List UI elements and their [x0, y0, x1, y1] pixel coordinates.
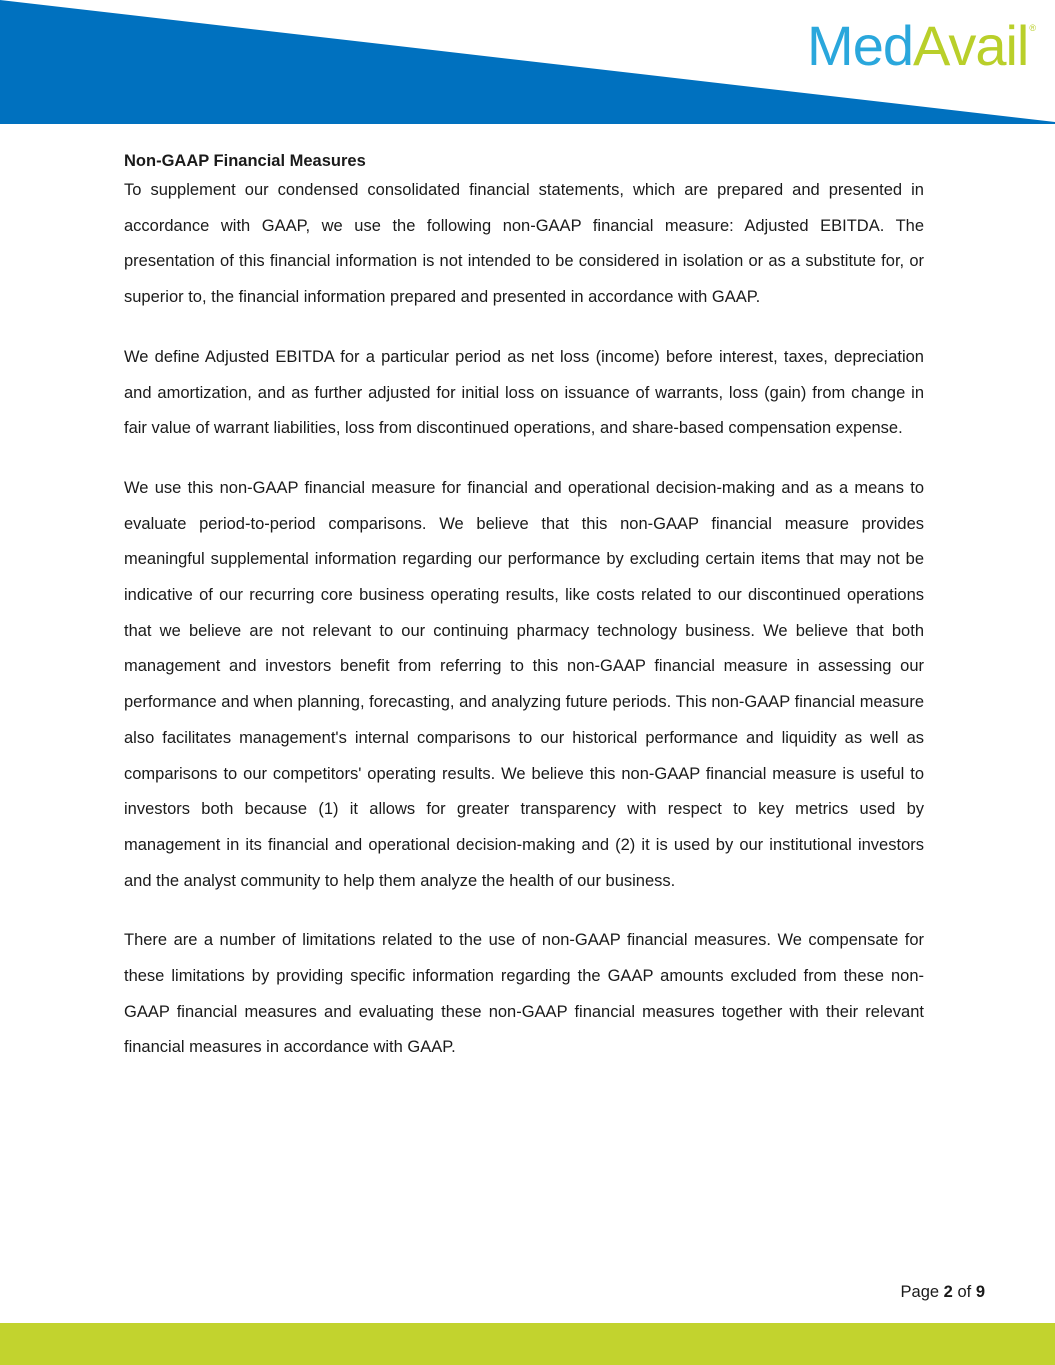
page-label: Page — [900, 1283, 940, 1301]
section-heading: Non-GAAP Financial Measures — [124, 152, 366, 170]
of-label: of — [957, 1283, 972, 1301]
registered-mark: ® — [1029, 23, 1035, 33]
page-number — [901, 1281, 985, 1303]
medavail-logo — [807, 14, 1035, 77]
footer-green-band — [0, 1323, 1055, 1365]
document-body — [124, 150, 924, 1090]
current-page: 2 — [943, 1283, 953, 1301]
logo-med-text: Med — [807, 14, 913, 77]
paragraph-limitations: There are a number of limitations related to the use of non-GAAP financial measures. We compensate for these limitations by providing specific information regarding the GAAP amounts excluded from these non-GAAP financial measures and evaluating these non-GAAP financial measures together with their relevant financial measures in accordance with GAAP. — [124, 931, 924, 1057]
paragraph-supplement: To supplement our condensed consolidated financial statements, which are prepared and presented in accordance with GAAP, we use the following non-GAAP financial measure: Adjusted EBITDA. The presentation of this financial information is not intended to be considered in isolation or as a substitute for, or superior to, the financial information prepared and presented in accordance with GAAP. — [124, 181, 924, 307]
logo-avail-text: Avail — [912, 14, 1029, 77]
paragraph-definition: We define Adjusted EBITDA for a particular period as net loss (income) before interest, taxes, depreciation and amortization, and as further adjusted for initial loss on issuance of warrants, loss (gain) from change in fair value of warrant liabilities, loss from discontinued operations, and share-based compensation expense. — [124, 347, 924, 438]
total-pages: 9 — [975, 1283, 985, 1301]
paragraph-usage: We use this non-GAAP financial measure for financial and operational decision-making and as a means to evaluate period-to-period comparisons. We believe that this non-GAAP financial measure provides meaningful supplemental information regarding our performance by excluding certain items that may not be indicative of our recurring core business operating results, like costs related to our discontinued operations that we believe are not relevant to our continuing pharmacy technology business. We believe that both management and investors benefit from referring to this non-GAAP financial measure in assessing our performance and when planning, forecasting, and analyzing future periods. This non-GAAP financial measure also facilitates management's internal comparisons to our historical performance and liquidity as well as comparisons to our competitors' operating results. We believe this non-GAAP financial measure is useful to investors both because (1) it allows for greater transparency with respect to key metrics used by management in its financial and operational decision-making and (2) it is used by our institutional investors and the analyst community to help them analyze the health of our business. — [124, 478, 924, 890]
